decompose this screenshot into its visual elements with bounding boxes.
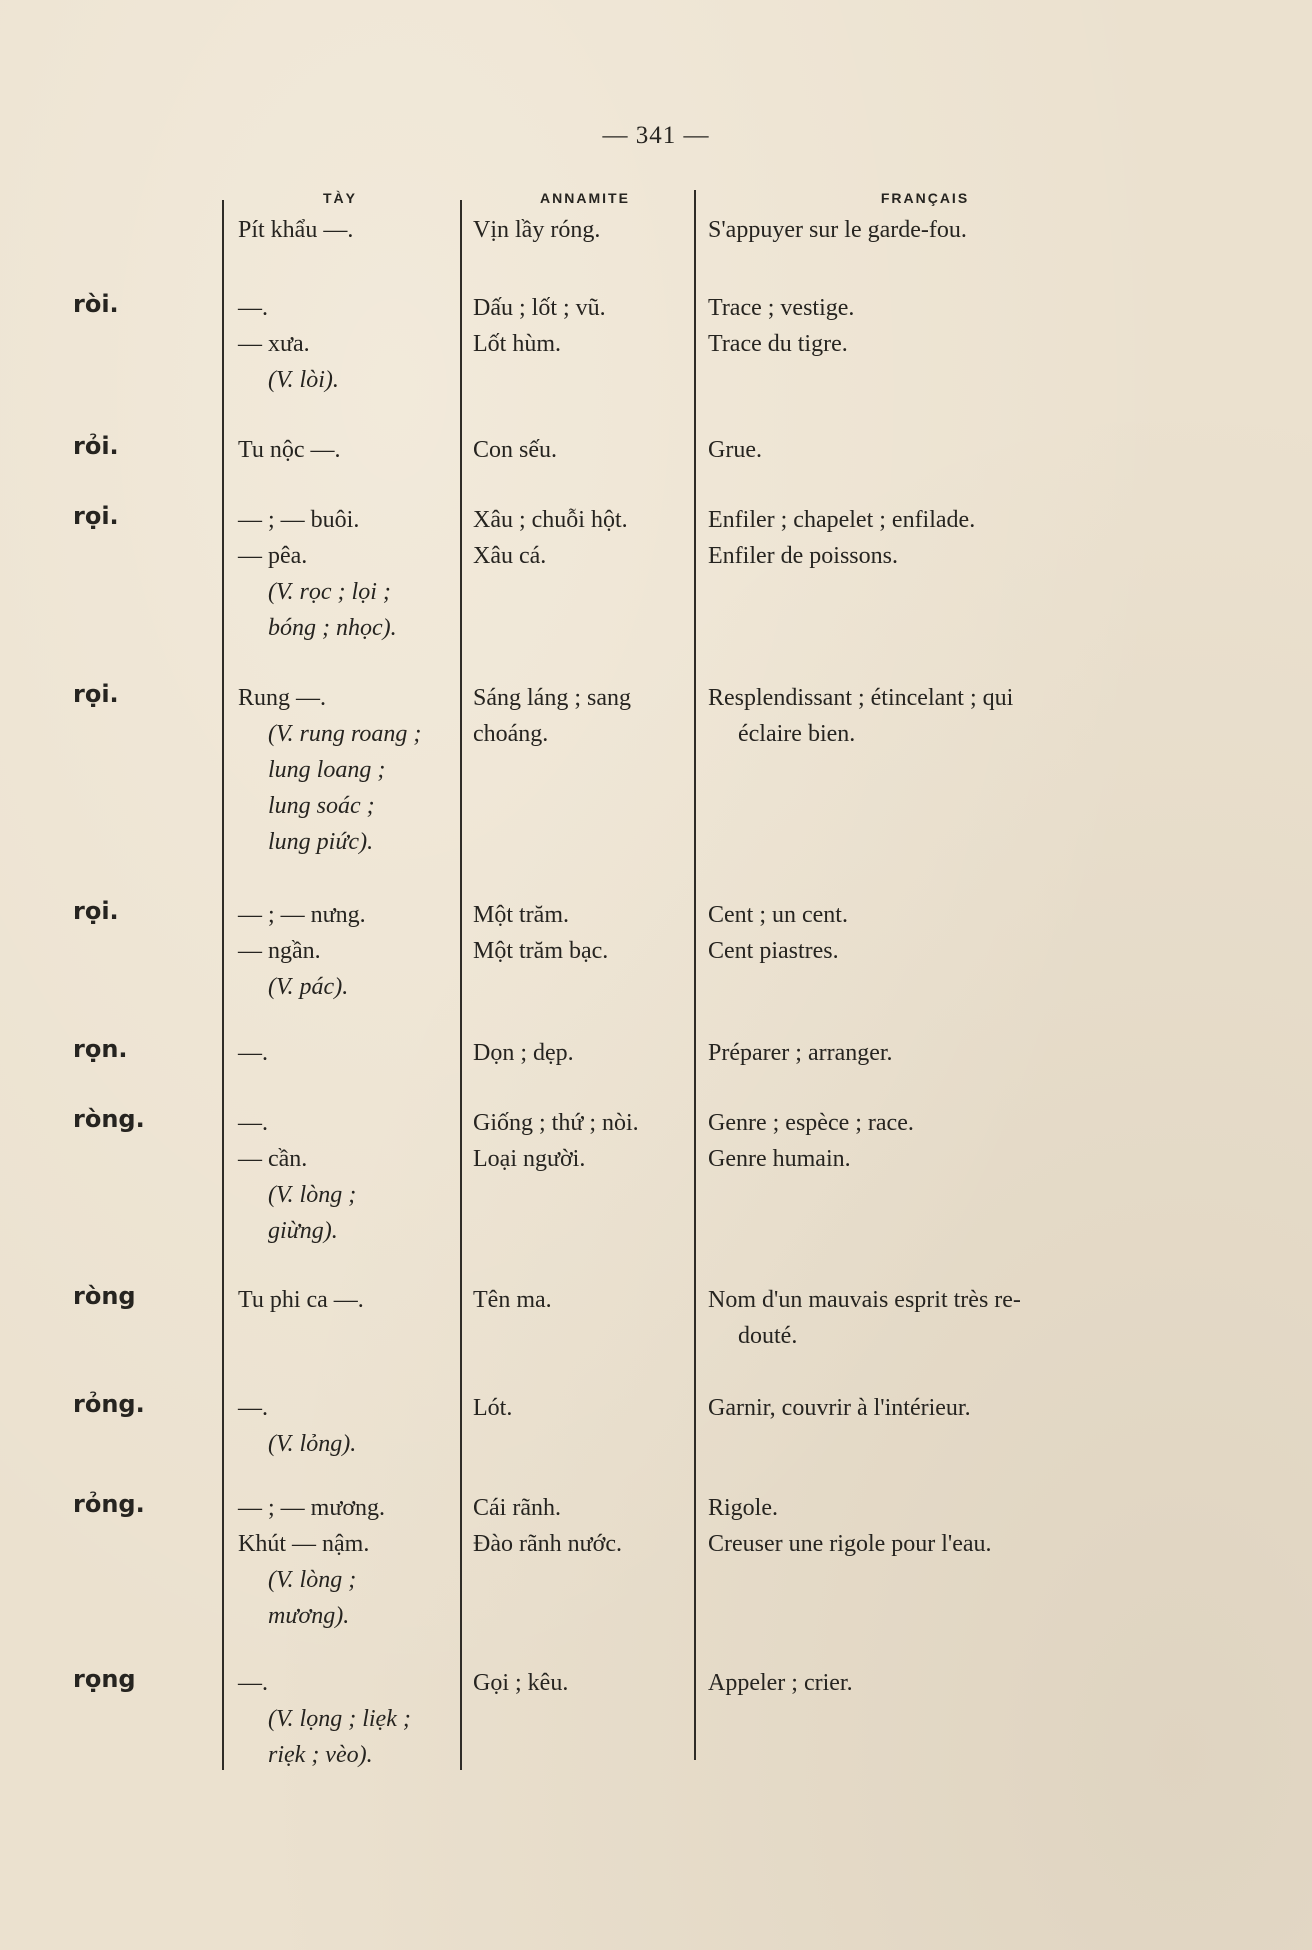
tay-column-cell [238, 1035, 460, 1071]
entry-headword: rọi. [73, 897, 119, 925]
column-rule-3 [694, 190, 696, 1760]
francais-line: douté. [738, 1323, 798, 1349]
tay-line: — ; — buôi. [238, 507, 360, 533]
tay-line: — ngần. [238, 938, 321, 964]
annamite-line: Lót. [473, 1395, 513, 1421]
annamite-column-cell [473, 680, 688, 752]
francais-line: Préparer ; arranger. [708, 1040, 893, 1066]
francais-line: Garnir, couvrir à l'intérieur. [708, 1395, 971, 1421]
tay-variant-line: lung soác ; [268, 793, 375, 819]
annamite-column-cell [473, 1490, 688, 1562]
francais-column-cell [708, 1490, 1138, 1562]
tay-column-cell [238, 1390, 460, 1462]
francais-column-cell [708, 1665, 1138, 1701]
annamite-column-cell [473, 290, 688, 362]
francais-line: S'appuyer sur le garde-fou. [708, 217, 967, 243]
tay-column-cell [238, 432, 460, 468]
francais-column-cell [708, 1282, 1138, 1354]
tay-line: — pêa. [238, 543, 308, 569]
francais-line: Genre humain. [708, 1146, 851, 1172]
annamite-line: Tên ma. [473, 1287, 552, 1313]
tay-variant-line: (V. lòng ; [268, 1182, 357, 1208]
tay-column-cell [238, 1282, 460, 1318]
tay-line: — cần. [238, 1146, 308, 1172]
francais-column-cell [708, 1390, 1138, 1426]
annamite-line: Giống ; thứ ; nòi. [473, 1110, 639, 1136]
annamite-column-cell [473, 432, 688, 468]
column-rule-2 [460, 200, 462, 1770]
annamite-line: Một trăm. [473, 902, 569, 928]
annamite-line: Sáng láng ; sang [473, 685, 631, 711]
francais-line: Appeler ; crier. [708, 1670, 853, 1696]
tay-line: — ; — mương. [238, 1495, 386, 1521]
francais-line: Grue. [708, 437, 762, 463]
tay-variant-line: mương). [268, 1603, 350, 1629]
tay-line: — xưa. [238, 331, 310, 357]
francais-column-cell [708, 502, 1138, 574]
francais-line: Trace ; vestige. [708, 295, 855, 321]
tay-line: —. [238, 1110, 268, 1136]
tay-variant-line: (V. rung roang ; [268, 721, 422, 747]
column-header-tay: TÀY [323, 190, 357, 206]
tay-column-cell [238, 212, 460, 248]
tay-line: Pít khẩu —. [238, 217, 354, 243]
tay-column-cell [238, 1665, 460, 1773]
entry-headword: ròng [73, 1282, 136, 1310]
annamite-line: Dọn ; dẹp. [473, 1040, 574, 1066]
tay-column-cell [238, 897, 460, 1005]
entry-headword: rỏng. [73, 1390, 145, 1418]
francais-line: Rigole. [708, 1495, 778, 1521]
tay-column-cell [238, 680, 460, 860]
annamite-line: Gọi ; kêu. [473, 1670, 569, 1696]
tay-variant-line: (V. rọc ; lọi ; [268, 579, 391, 605]
francais-line: Resplendissant ; étincelant ; qui [708, 685, 1014, 711]
tay-variant-line: riẹk ; vèo). [268, 1742, 373, 1768]
tay-column-cell [238, 1490, 460, 1634]
entry-headword: rỏng. [73, 1490, 145, 1518]
tay-column-cell [238, 290, 460, 398]
entry-headword: ròi. [73, 290, 119, 318]
entry-headword: ròng. [73, 1105, 145, 1133]
tay-variant-line: bóng ; nhọc). [268, 615, 397, 641]
annamite-line: Loại người. [473, 1146, 586, 1172]
annamite-column-cell [473, 1105, 688, 1177]
annamite-line: Xâu cá. [473, 543, 547, 569]
tay-line: Rung —. [238, 685, 327, 711]
francais-line: Creuser une rigole pour l'eau. [708, 1531, 992, 1557]
francais-column-cell [708, 432, 1138, 468]
annamite-column-cell [473, 1665, 688, 1701]
annamite-line: Con sếu. [473, 437, 557, 463]
francais-line: Nom d'un mauvais esprit très re- [708, 1287, 1021, 1313]
tay-column-cell [238, 502, 460, 646]
entry-headword: rọi. [73, 502, 119, 530]
annamite-column-cell [473, 897, 688, 969]
tay-column-cell [238, 1105, 460, 1249]
column-rule-1 [222, 200, 224, 1770]
annamite-line: Cái rãnh. [473, 1495, 561, 1521]
annamite-line: choáng. [473, 721, 549, 747]
tay-variant-line: (V. lòng ; [268, 1567, 357, 1593]
tay-variant-line: (V. lòi). [268, 367, 339, 393]
francais-line: éclaire bien. [738, 721, 856, 747]
francais-column-cell [708, 897, 1138, 969]
annamite-column-cell [473, 1390, 688, 1426]
francais-line: Enfiler ; chapelet ; enfilade. [708, 507, 976, 533]
tay-variant-line: lung loang ; [268, 757, 386, 783]
francais-column-cell [708, 1105, 1138, 1177]
annamite-column-cell [473, 1282, 688, 1318]
tay-variant-line: (V. lỏng). [268, 1431, 357, 1457]
tay-variant-line: giừng). [268, 1218, 338, 1244]
francais-column-cell [708, 680, 1138, 752]
tay-line: Tu nộc —. [238, 437, 341, 463]
tay-variant-line: (V. lọng ; liẹk ; [268, 1706, 411, 1732]
tay-variant-line: lung piức). [268, 829, 374, 855]
column-header-francais: FRANÇAIS [880, 190, 970, 206]
annamite-column-cell [473, 1035, 688, 1071]
francais-line: Enfiler de poissons. [708, 543, 898, 569]
entry-headword: rọn. [73, 1035, 128, 1063]
tay-line: Khút — nậm. [238, 1531, 370, 1557]
francais-line: Trace du tigre. [708, 331, 848, 357]
tay-line: Tu phi ca —. [238, 1287, 364, 1313]
annamite-line: Lốt hùm. [473, 331, 561, 357]
annamite-line: Dấu ; lốt ; vũ. [473, 295, 606, 321]
entry-headword: rọng [73, 1665, 136, 1693]
annamite-line: Xâu ; chuỗi hột. [473, 507, 628, 533]
tay-line: —. [238, 1395, 268, 1421]
entry-headword: rỏi. [73, 432, 119, 460]
tay-line: —. [238, 1670, 268, 1696]
francais-line: Cent ; un cent. [708, 902, 848, 928]
column-header-annamite: ANNAMITE [540, 190, 630, 206]
francais-line: Cent piastres. [708, 938, 839, 964]
francais-column-cell [708, 212, 1138, 248]
tay-line: —. [238, 1040, 268, 1066]
tay-variant-line: (V. pác). [268, 974, 349, 1000]
francais-column-cell [708, 290, 1138, 362]
annamite-column-cell [473, 502, 688, 574]
page-number: — 341 — [602, 122, 710, 149]
entry-headword: rọi. [73, 680, 119, 708]
francais-column-cell [708, 1035, 1138, 1071]
tay-line: —. [238, 295, 268, 321]
annamite-line: Vịn lầy róng. [473, 217, 601, 243]
tay-line: — ; — nưng. [238, 902, 366, 928]
francais-line: Genre ; espèce ; race. [708, 1110, 914, 1136]
annamite-line: Một trăm bạc. [473, 938, 609, 964]
annamite-line: Đào rãnh nước. [473, 1531, 622, 1557]
annamite-column-cell [473, 212, 688, 248]
